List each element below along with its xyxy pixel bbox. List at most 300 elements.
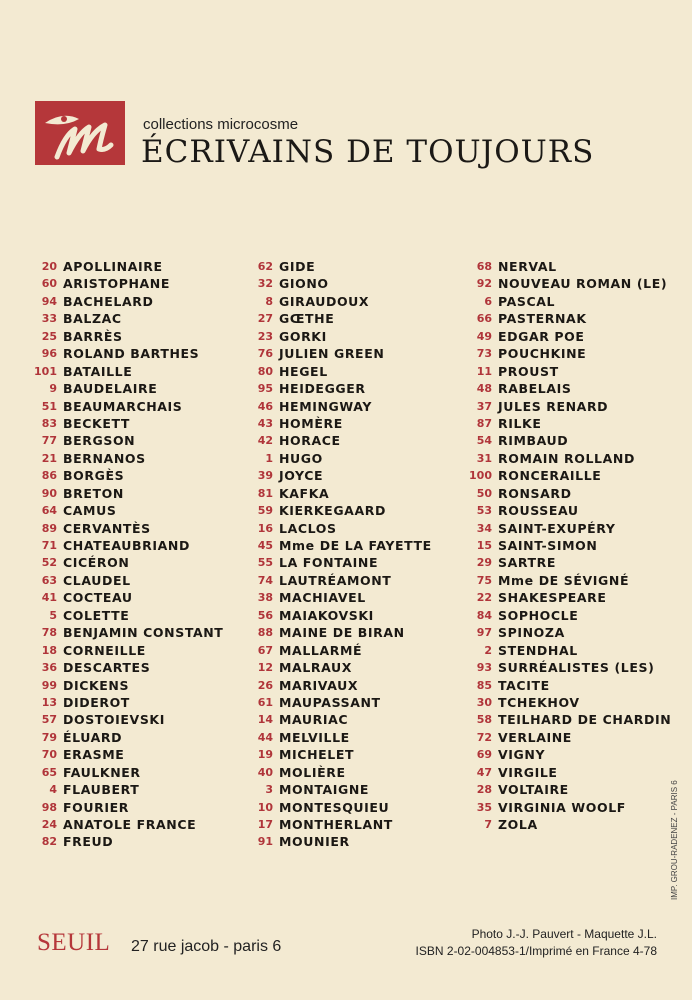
author-name: MOUNIER — [279, 834, 350, 850]
author-name: VIRGINIA WOOLF — [498, 799, 626, 815]
list-item — [250, 764, 432, 781]
list-item — [26, 659, 223, 676]
author-name: MAURIAC — [279, 712, 349, 728]
volume-number: 83 — [41, 416, 57, 430]
list-item — [462, 746, 671, 763]
volume-number: 51 — [41, 399, 57, 413]
list-item — [250, 607, 432, 624]
author-name: RONCERAILLE — [498, 468, 602, 484]
author-name: JULIEN GREEN — [279, 346, 385, 362]
list-item — [462, 485, 671, 502]
author-name: BERGSON — [63, 433, 136, 449]
list-item — [250, 520, 432, 537]
author-name: COCTEAU — [63, 590, 133, 606]
author-name: VIGNY — [498, 747, 546, 763]
list-item — [26, 799, 223, 816]
author-name: SAINT-SIMON — [498, 538, 598, 553]
volume-number: 12 — [257, 661, 273, 675]
author-name: BACHELARD — [63, 293, 154, 309]
photo-credit: Photo J.-J. Pauvert - Maquette J.L. — [471, 927, 657, 941]
list-item — [250, 729, 432, 746]
list-item — [462, 328, 671, 345]
author-name: GORKI — [279, 328, 327, 344]
list-item — [250, 833, 432, 850]
list-item — [250, 467, 432, 484]
printer-imprint: IMP. GROU-RADENEZ - PARIS 6 — [670, 780, 679, 900]
author-name: PASTERNAK — [498, 311, 587, 327]
volume-number: 35 — [476, 800, 492, 814]
volume-number: 69 — [476, 748, 492, 762]
author-name: BECKETT — [63, 415, 131, 431]
author-name: RIMBAUD — [498, 433, 569, 449]
volume-number: 41 — [41, 591, 57, 605]
volume-number: 27 — [257, 312, 273, 326]
author-name: CHATEAUBRIAND — [63, 538, 190, 553]
list-item — [250, 589, 432, 606]
list-item — [462, 310, 671, 327]
author-column-1 — [26, 258, 223, 851]
volume-number: 50 — [476, 486, 492, 500]
author-name: MAIAKOVSKI — [279, 607, 374, 623]
volume-number: 94 — [41, 294, 57, 308]
list-item — [250, 363, 432, 380]
volume-number: 48 — [476, 382, 492, 396]
volume-number: 29 — [476, 556, 492, 570]
list-item — [250, 537, 432, 554]
author-name: HOMÈRE — [279, 415, 343, 431]
volume-number: 91 — [257, 835, 273, 849]
author-name: DICKENS — [63, 677, 130, 693]
author-name: CLAUDEL — [63, 572, 131, 588]
list-item — [462, 398, 671, 415]
list-item — [26, 642, 223, 659]
volume-number: 13 — [41, 695, 57, 709]
author-name: MALLARMÉ — [279, 642, 363, 658]
volume-number: 52 — [41, 556, 57, 570]
list-item — [462, 694, 671, 711]
list-item — [462, 554, 671, 571]
volume-number: 90 — [41, 486, 57, 500]
volume-number: 19 — [257, 748, 273, 762]
author-name: VOLTAIRE — [498, 782, 569, 798]
list-item — [26, 764, 223, 781]
volume-number: 92 — [476, 277, 492, 291]
author-name: DESCARTES — [63, 660, 151, 676]
volume-number: 15 — [476, 539, 492, 552]
author-name: GIONO — [279, 276, 329, 292]
list-item — [26, 746, 223, 763]
isbn-line: ISBN 2-02-004853-1/Imprimé en France 4-78 — [415, 944, 657, 958]
volume-number: 45 — [257, 539, 273, 552]
volume-number: 76 — [257, 347, 273, 361]
list-item — [250, 310, 432, 327]
volume-number: 95 — [257, 382, 273, 396]
author-name: FAULKNER — [63, 764, 141, 780]
volume-number: 57 — [41, 713, 57, 727]
volume-number: 73 — [476, 347, 492, 361]
author-name: MOLIÈRE — [279, 764, 346, 780]
list-item — [26, 275, 223, 292]
author-name: BALZAC — [63, 311, 122, 327]
author-name: BAUDELAIRE — [63, 381, 158, 397]
volume-number: 82 — [41, 835, 57, 849]
list-item — [26, 781, 223, 798]
list-item — [462, 537, 671, 554]
volume-number: 9 — [49, 382, 57, 396]
author-name: VIRGILE — [498, 764, 558, 780]
author-name: ROUSSEAU — [498, 503, 579, 519]
author-name: EDGAR POE — [498, 328, 585, 344]
author-name: SAINT-EXUPÉRY — [498, 520, 616, 536]
volume-number: 56 — [257, 608, 273, 622]
volume-number: 97 — [476, 626, 492, 640]
author-name: FLAUBERT — [63, 782, 140, 798]
volume-number: 96 — [41, 347, 57, 361]
list-item — [462, 275, 671, 292]
author-name: ROLAND BARTHES — [63, 346, 200, 362]
author-name: PROUST — [498, 363, 559, 379]
list-item — [26, 432, 223, 449]
author-name: APOLLINAIRE — [63, 259, 163, 274]
volume-number: 40 — [257, 765, 273, 779]
volume-number: 71 — [41, 539, 57, 552]
author-name: HEIDEGGER — [279, 381, 366, 397]
author-name: STENDHAL — [498, 642, 578, 658]
author-name: RABELAIS — [498, 381, 572, 397]
list-item — [462, 677, 671, 694]
volume-number: 24 — [41, 818, 57, 831]
volume-number: 17 — [257, 818, 273, 831]
list-item — [250, 711, 432, 728]
volume-number: 37 — [476, 399, 492, 413]
list-item — [462, 624, 671, 641]
author-name: GIDE — [279, 259, 316, 274]
volume-number: 78 — [41, 626, 57, 640]
list-item — [462, 589, 671, 606]
volume-number: 77 — [41, 434, 57, 448]
author-name: MAINE DE BIRAN — [279, 625, 405, 641]
author-name: POUCHKINE — [498, 346, 587, 362]
list-item — [26, 467, 223, 484]
author-name: TCHEKHOV — [498, 694, 580, 710]
list-item — [250, 345, 432, 362]
author-name: Mme DE LA FAYETTE — [279, 538, 432, 553]
author-name: NOUVEAU ROMAN (LE) — [498, 276, 668, 292]
author-name: Mme DE SÉVIGNÉ — [498, 572, 630, 588]
list-item — [250, 799, 432, 816]
list-item — [462, 572, 671, 589]
volume-number: 88 — [257, 626, 273, 640]
author-name: MICHELET — [279, 747, 355, 763]
list-item — [250, 502, 432, 519]
volume-number: 67 — [257, 643, 273, 657]
publisher-address: 27 rue jacob - paris 6 — [131, 938, 282, 955]
list-item — [462, 432, 671, 449]
author-name: MONTHERLANT — [279, 817, 393, 832]
list-item — [250, 275, 432, 292]
list-item — [250, 258, 432, 275]
credits — [416, 926, 657, 960]
volume-number: 36 — [41, 661, 57, 675]
volume-number: 64 — [41, 504, 57, 518]
volume-number: 53 — [476, 504, 492, 518]
author-name: FOURIER — [63, 799, 129, 815]
list-item — [250, 572, 432, 589]
volume-number: 70 — [41, 748, 57, 762]
list-item — [462, 659, 671, 676]
list-item — [26, 694, 223, 711]
author-name: GŒTHE — [279, 311, 335, 327]
volume-number: 44 — [257, 730, 273, 744]
list-item — [250, 380, 432, 397]
list-item — [250, 642, 432, 659]
volume-number: 81 — [257, 486, 273, 500]
list-item — [462, 502, 671, 519]
list-item — [250, 450, 432, 467]
volume-number: 34 — [476, 521, 492, 535]
list-item — [462, 799, 671, 816]
list-item — [26, 711, 223, 728]
author-column-3 — [462, 258, 671, 833]
author-name: RILKE — [498, 415, 542, 431]
list-item — [250, 659, 432, 676]
list-item — [26, 520, 223, 537]
volume-number: 25 — [41, 329, 57, 343]
volume-number: 38 — [257, 591, 273, 605]
volume-number: 42 — [257, 434, 273, 448]
list-item — [26, 293, 223, 310]
author-name: NERVAL — [498, 259, 557, 274]
list-item — [26, 607, 223, 624]
volume-number: 55 — [257, 556, 273, 570]
author-name: DOSTOIEVSKI — [63, 712, 165, 728]
author-name: ZOLA — [498, 817, 538, 832]
author-name: CERVANTÈS — [63, 520, 151, 536]
list-item — [462, 642, 671, 659]
list-item — [26, 554, 223, 571]
list-item — [462, 781, 671, 798]
volume-number: 72 — [476, 730, 492, 744]
author-name: SURRÉALISTES (LES) — [498, 660, 655, 676]
author-name: CORNEILLE — [63, 642, 146, 658]
volume-number: 85 — [476, 678, 492, 692]
volume-number: 2 — [484, 643, 492, 657]
author-name: HUGO — [279, 450, 323, 466]
volume-number: 54 — [476, 434, 492, 448]
list-item — [462, 520, 671, 537]
author-name: VERLAINE — [498, 729, 572, 745]
volume-number: 60 — [41, 277, 57, 291]
volume-number: 32 — [257, 277, 273, 291]
author-name: MONTESQUIEU — [279, 799, 390, 815]
volume-number: 5 — [49, 608, 57, 622]
list-item — [26, 398, 223, 415]
list-item — [250, 398, 432, 415]
list-item — [26, 310, 223, 327]
list-item — [250, 293, 432, 310]
volume-number: 23 — [257, 329, 273, 343]
list-item — [462, 450, 671, 467]
volume-number: 62 — [257, 260, 273, 273]
author-name: TEILHARD DE CHARDIN — [498, 712, 672, 728]
volume-number: 65 — [41, 765, 57, 779]
author-name: MONTAIGNE — [279, 782, 370, 798]
author-name: MACHIAVEL — [279, 590, 366, 606]
author-column-2 — [250, 258, 432, 851]
volume-number: 4 — [49, 783, 57, 797]
volume-number: 49 — [476, 329, 492, 343]
author-name: HORACE — [279, 433, 341, 449]
author-name: ÉLUARD — [63, 729, 123, 745]
author-name: MARIVAUX — [279, 677, 359, 693]
volume-number: 74 — [257, 573, 273, 587]
author-name: FREUD — [63, 834, 114, 850]
volume-number: 46 — [257, 399, 273, 413]
list-item — [26, 380, 223, 397]
list-item — [250, 694, 432, 711]
list-item — [250, 746, 432, 763]
list-item — [462, 607, 671, 624]
publisher-name: SEUIL — [37, 929, 111, 956]
volume-number: 18 — [41, 643, 57, 657]
volume-number: 68 — [476, 260, 492, 273]
volume-number: 79 — [41, 730, 57, 744]
author-name: BERNANOS — [63, 450, 146, 466]
page-title: ÉCRIVAINS DE TOUJOURS — [141, 134, 595, 170]
list-item — [462, 415, 671, 432]
author-name: LAUTRÉAMONT — [279, 572, 392, 588]
author-name: ARISTOPHANE — [63, 276, 171, 292]
author-name: HEMINGWAY — [279, 398, 372, 414]
author-name: SOPHOCLE — [498, 607, 579, 623]
author-name: TACITE — [498, 677, 550, 693]
volume-number: 61 — [257, 695, 273, 709]
author-name: MALRAUX — [279, 660, 352, 676]
author-name: SPINOZA — [498, 625, 565, 641]
collection-subtitle: collections microcosme — [143, 116, 299, 133]
volume-number: 28 — [476, 783, 492, 797]
author-name: COLETTE — [63, 607, 130, 623]
list-item — [26, 345, 223, 362]
volume-number: 47 — [476, 765, 492, 779]
author-name: BRETON — [63, 485, 124, 501]
author-name: JULES RENARD — [498, 398, 609, 414]
volume-number: 100 — [469, 469, 492, 483]
list-item — [250, 624, 432, 641]
author-name: KIERKEGAARD — [279, 503, 386, 519]
list-item — [462, 764, 671, 781]
list-item — [250, 328, 432, 345]
author-name: BENJAMIN CONSTANT — [63, 625, 224, 641]
volume-number: 14 — [257, 713, 273, 727]
volume-number: 7 — [484, 818, 492, 831]
author-name: BEAUMARCHAIS — [63, 398, 183, 414]
volume-number: 86 — [41, 469, 57, 483]
volume-number: 89 — [41, 521, 57, 535]
list-item — [26, 624, 223, 641]
author-name: SHAKESPEARE — [498, 590, 607, 606]
list-item — [26, 450, 223, 467]
author-name: ANATOLE FRANCE — [63, 817, 197, 832]
author-name: LA FONTAINE — [279, 555, 379, 571]
list-item — [462, 345, 671, 362]
volume-number: 33 — [41, 312, 57, 326]
list-item — [250, 432, 432, 449]
volume-number: 30 — [476, 695, 492, 709]
author-name: PASCAL — [498, 293, 556, 309]
author-name: SARTRE — [498, 555, 557, 571]
author-name: MAUPASSANT — [279, 694, 381, 710]
volume-number: 43 — [257, 416, 273, 430]
volume-number: 8 — [265, 294, 273, 308]
list-item — [26, 537, 223, 554]
list-item — [26, 258, 223, 275]
list-item — [250, 677, 432, 694]
volume-number: 58 — [476, 713, 492, 727]
volume-number: 99 — [41, 678, 57, 692]
author-name: JOYCE — [279, 468, 324, 484]
author-name: BATAILLE — [63, 363, 133, 379]
volume-number: 101 — [34, 364, 57, 378]
volume-number: 75 — [476, 573, 492, 587]
microcosme-logo-icon — [35, 101, 125, 165]
list-item — [26, 328, 223, 345]
volume-number: 26 — [257, 678, 273, 692]
volume-number: 31 — [476, 451, 492, 465]
list-item — [26, 816, 223, 833]
list-item — [250, 485, 432, 502]
volume-number: 87 — [476, 416, 492, 430]
volume-number: 66 — [476, 312, 492, 326]
list-item — [26, 502, 223, 519]
author-name: CICÉRON — [63, 555, 130, 571]
list-item — [26, 589, 223, 606]
volume-number: 39 — [257, 469, 273, 483]
author-name: RONSARD — [498, 485, 572, 501]
author-name: BORGÈS — [63, 468, 125, 484]
volume-number: 20 — [41, 260, 57, 273]
list-item — [26, 833, 223, 850]
list-item — [250, 554, 432, 571]
author-name: ERASME — [63, 747, 125, 763]
author-name: BARRÈS — [63, 328, 123, 344]
volume-number: 11 — [476, 364, 492, 378]
author-name: MELVILLE — [279, 729, 350, 745]
list-item — [250, 415, 432, 432]
list-item — [462, 293, 671, 310]
author-name: HEGEL — [279, 363, 328, 379]
list-item — [250, 781, 432, 798]
volume-number: 98 — [41, 800, 57, 814]
volume-number: 3 — [265, 783, 273, 797]
list-item — [26, 677, 223, 694]
volume-number: 22 — [476, 591, 492, 605]
list-item — [26, 572, 223, 589]
volume-number: 93 — [476, 661, 492, 675]
list-item — [26, 363, 223, 380]
list-item — [462, 258, 671, 275]
volume-number: 21 — [41, 451, 57, 465]
volume-number: 16 — [257, 521, 273, 535]
list-item — [462, 363, 671, 380]
list-item — [462, 467, 671, 484]
list-item — [26, 729, 223, 746]
volume-number: 80 — [257, 364, 273, 378]
list-item — [462, 816, 671, 833]
volume-number: 84 — [476, 608, 492, 622]
author-name: LACLOS — [279, 520, 337, 536]
list-item — [26, 485, 223, 502]
